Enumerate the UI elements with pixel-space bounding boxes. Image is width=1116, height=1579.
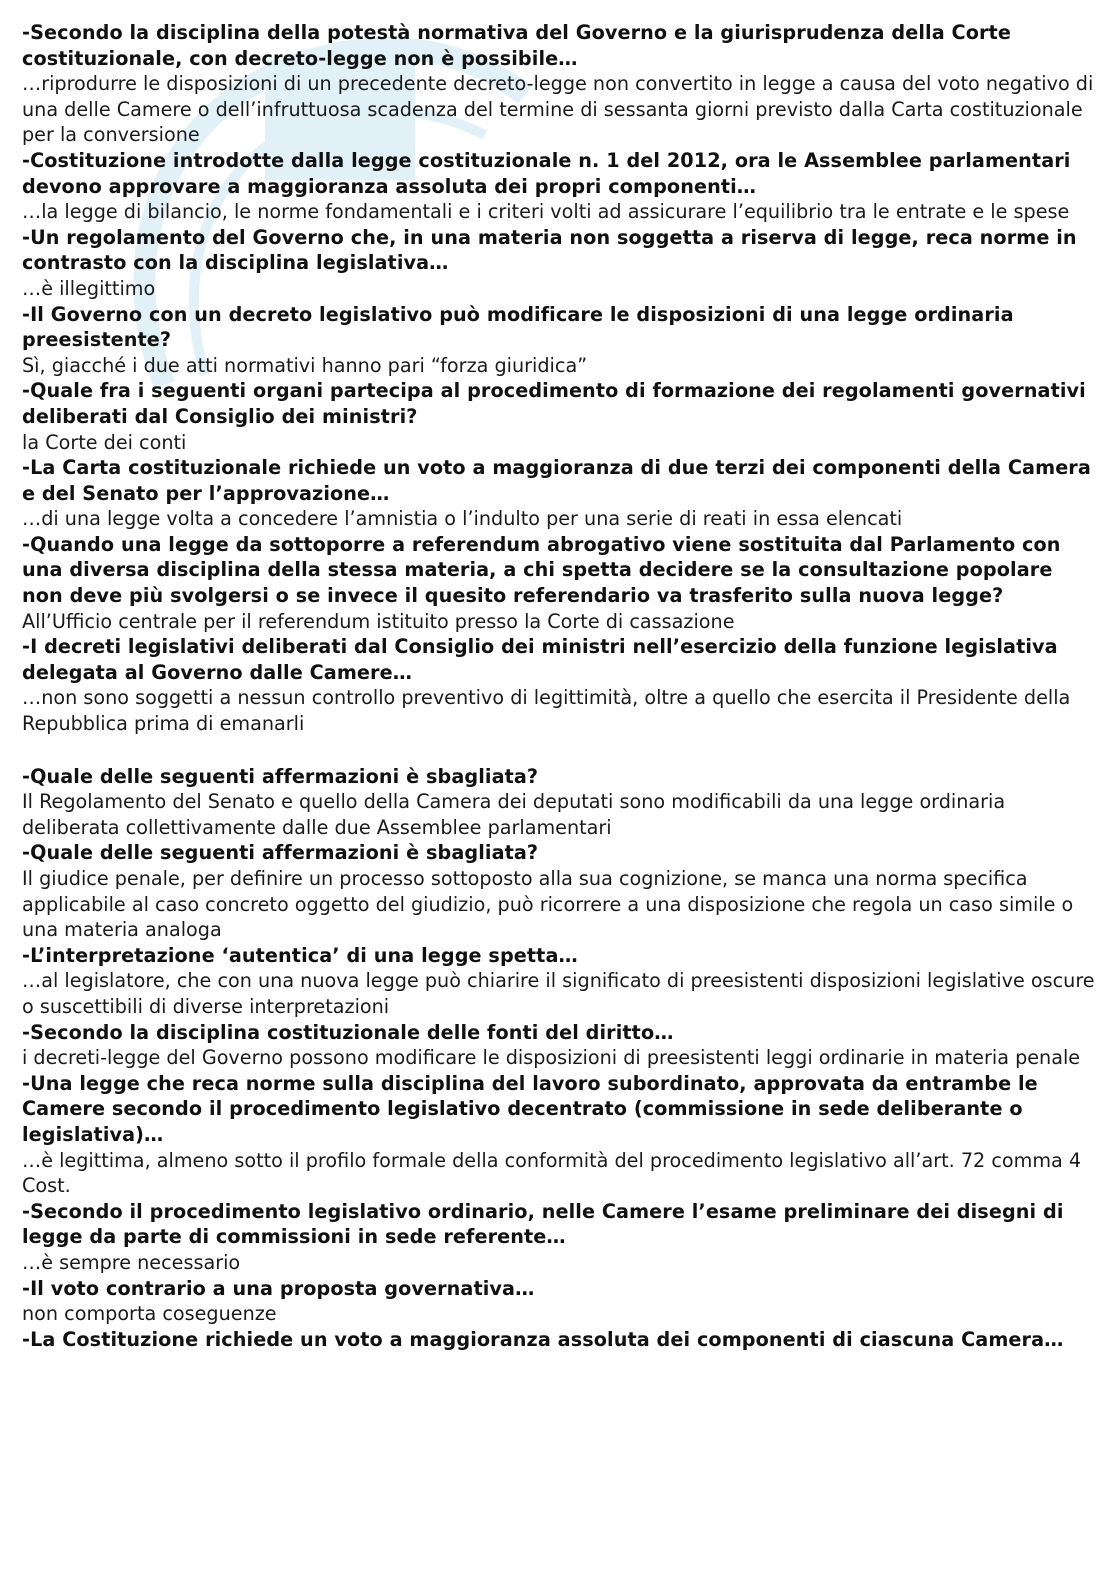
question: -Una legge che reca norme sulla disciplina del lavoro subordinato, approvata da entrambe le Camere secondo il procedimento legislativo decentrato (commissione in sede deliberante o legislativa)… [22,1071,1038,1146]
answer: …non sono soggetti a nessun controllo preventivo di legittimità, oltre a quello che esercita il Presidente della Repubblica prima di emanarli [22,686,1071,736]
question: -Il Governo con un decreto legislativo può modificare le disposizioni di una legge ordinaria preesistente? [22,302,1014,352]
answer: …la legge di bilancio, le norme fondamentali e i criteri volti ad assicurare l’equilibrio tra le entrate e le spese [22,200,1070,224]
qa-item [22,302,1097,379]
answer: la Corte dei conti [22,430,187,454]
answer: …di una legge volta a concedere l’amnistia o l’indulto per una serie di reati in essa elencati [22,507,903,531]
answer: Il Regolamento del Senato e quello della Camera dei deputati sono modificabili da una legge ordinaria deliberata collettivamente dalle due Assemblee parlamentari [22,790,1006,839]
answer: …è legittima, almeno sotto il profilo formale della conformità del procedimento legislativo all’art. 72 comma 4 Cost. [22,1148,1082,1198]
qa-item [22,1020,1097,1071]
answer: …al legislatore, che con una nuova legge può chiarire il significato di preesistenti disposizioni legislative oscure o suscettibili di diverse interpretazioni [22,969,1095,1018]
question: -Un regolamento del Governo che, in una materia non soggetta a riserva di legge, reca norme in contrasto con la disciplina legislativa… [22,225,1077,275]
qa-item [22,20,1097,148]
qa-item [22,225,1097,302]
answer: i decreti-legge del Governo possono modificare le disposizioni di preesistenti leggi ordinarie in materia penale [22,1046,1081,1070]
question: -Quale delle seguenti affermazioni è sbagliata? [22,764,539,788]
answer: …è illegittimo [22,276,156,300]
question: -Quando una legge da sottoporre a referendum abrogativo viene sostituita dal Parlamento con una diversa disciplina della stessa materia, a chi spetta decidere se la consultazione popolare non deve più svolgersi o se invece il quesito referendario va trasferito sulla nuova legge? [22,532,1061,608]
answer: All’Ufficio centrale per il referendum istituito presso la Corte di cassazione [22,609,735,633]
qa-item [22,1199,1097,1276]
answer: Il giudice penale, per definire un processo sottoposto alla sua cognizione, se manca una norma specifica applicabile al caso concreto oggetto del giudizio, può ricorrere a una disposizione che regola un caso simile o una materia analoga [22,867,1074,942]
qa-item [22,378,1097,455]
qa-item [22,943,1097,1020]
answer: …riprodurre le disposizioni di un precedente decreto-legge non convertito in legge a causa del voto negativo di una delle Camere o dell’infruttuosa scadenza del termine di sessanta giorni previsto dalla Carta costituzionale per la conversione [22,72,1094,147]
answer: non comporta coseguenze [22,1302,277,1326]
question: -La Costituzione richiede un voto a maggioranza assoluta dei componenti di ciascuna Camera… [22,1327,1064,1351]
qa-item [22,634,1097,736]
qa-item [22,148,1097,225]
question: -Il voto contrario a una proposta governativa… [22,1276,535,1300]
answer: Sì, giacché i due atti normativi hanno pari “forza giuridica” [22,353,588,377]
question: -I decreti legislativi deliberati dal Consiglio dei ministri nell’esercizio della funzione legislativa delegata al Governo dalle Camere… [22,635,1058,684]
section-gap [22,737,1097,764]
question: -Quale fra i seguenti organi partecipa al procedimento di formazione dei regolamenti governativi deliberati dal Consiglio dei ministri? [22,379,1086,428]
qa-item [22,455,1097,532]
qa-item [22,1071,1097,1199]
qa-item [22,1327,1097,1353]
question: -Secondo il procedimento legislativo ordinario, nelle Camere l’esame preliminare dei disegni di legge da parte di commissioni in sede referente… [22,1199,1064,1249]
question: -Quale delle seguenti affermazioni è sbagliata? [22,841,539,865]
question: -Secondo la disciplina costituzionale delle fonti del diritto… [22,1020,674,1044]
qa-item [22,840,1097,942]
question: -Secondo la disciplina della potestà normativa del Governo e la giurisprudenza della Corte costituzionale, con decreto-legge non è possibile… [22,21,1011,70]
qa-item [22,1276,1097,1327]
qa-item [22,764,1097,841]
question: -L’interpretazione ‘autentica’ di una legge spetta… [22,943,578,967]
document-page [22,20,1097,1352]
qa-item [22,532,1097,634]
question: -La Carta costituzionale richiede un voto a maggioranza di due terzi dei componenti della Camera e del Senato per l’approvazione… [22,456,1091,505]
answer: …è sempre necessario [22,1250,241,1274]
question: -Costituzione introdotte dalla legge costituzionale n. 1 del 2012, ora le Assemblee parlamentari devono approvare a maggioranza assoluta dei propri componenti… [22,148,1071,198]
